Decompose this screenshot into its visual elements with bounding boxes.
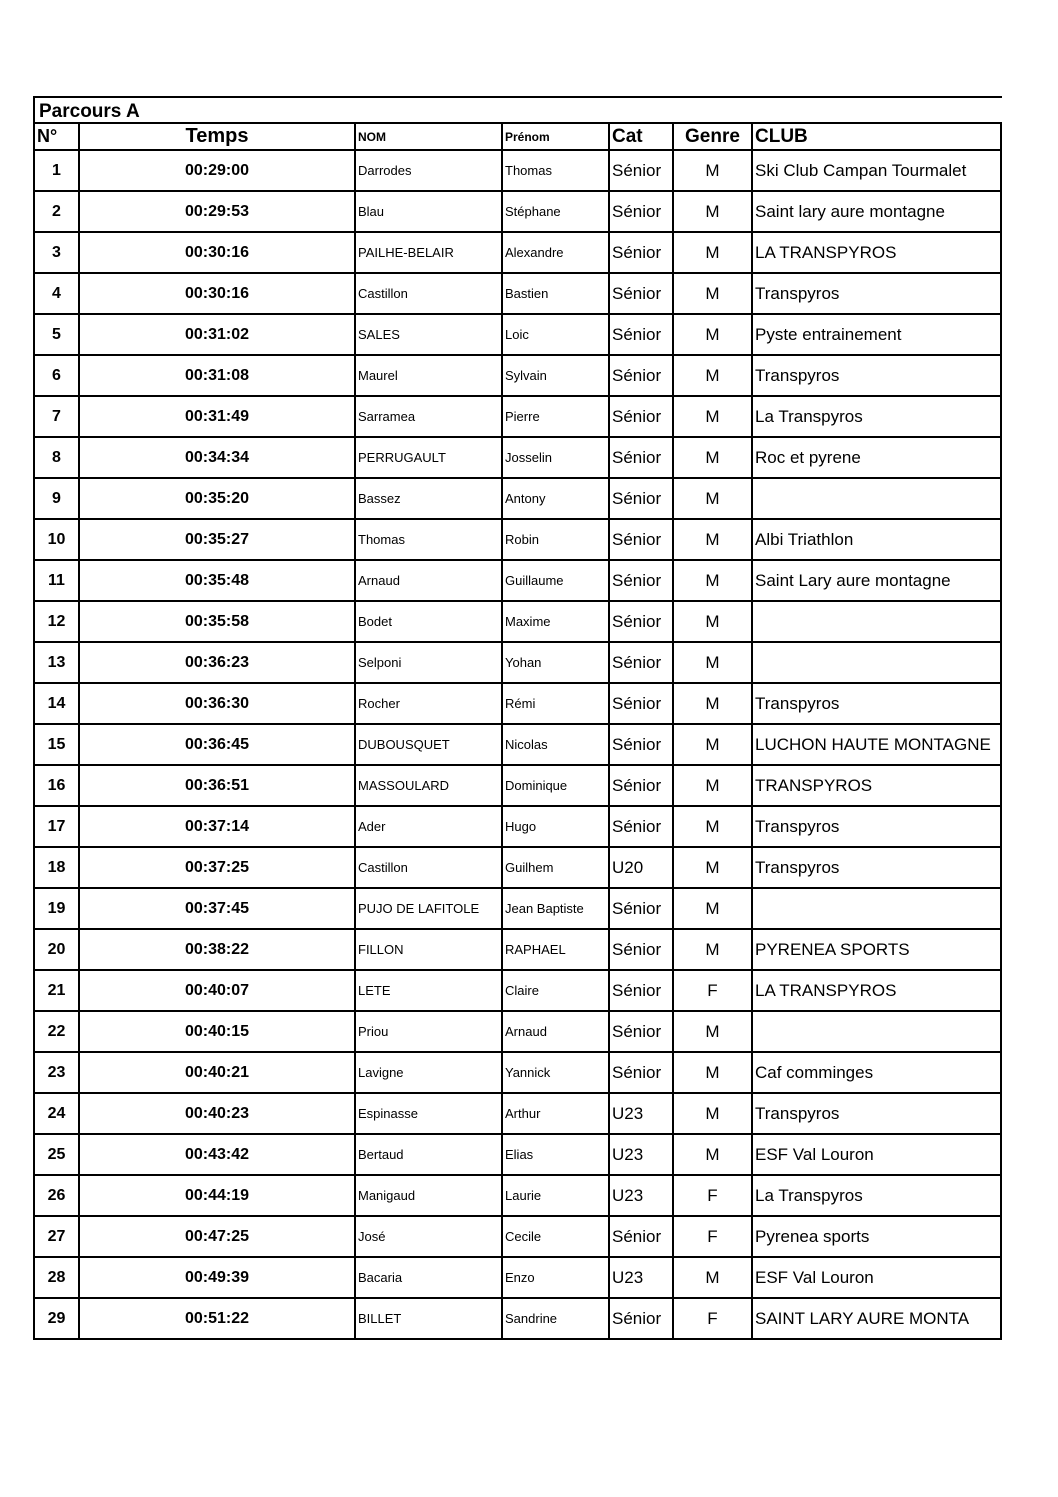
cell-prenom: RAPHAEL — [502, 929, 609, 970]
table-row — [34, 970, 1001, 1011]
table-row — [34, 1093, 1001, 1134]
cell-num: 5 — [34, 314, 79, 355]
header-row — [34, 123, 1001, 150]
cell-genre: M — [673, 1257, 752, 1298]
header-genre: Genre — [673, 123, 752, 150]
cell-club: Ski Club Campan Tourmalet — [752, 150, 1001, 191]
cell-temps: 00:31:49 — [79, 396, 355, 437]
cell-temps: 00:36:23 — [79, 642, 355, 683]
cell-num: 27 — [34, 1216, 79, 1257]
cell-cat: U23 — [609, 1175, 673, 1216]
cell-temps: 00:40:21 — [79, 1052, 355, 1093]
cell-prenom: Sylvain — [502, 355, 609, 396]
cell-genre: M — [673, 437, 752, 478]
cell-genre: M — [673, 683, 752, 724]
cell-cat: Sénior — [609, 1011, 673, 1052]
cell-cat: Sénior — [609, 478, 673, 519]
table-row — [34, 1175, 1001, 1216]
cell-club: PYRENEA SPORTS — [752, 929, 1001, 970]
cell-club — [752, 642, 1001, 683]
cell-cat: Sénior — [609, 1216, 673, 1257]
cell-temps: 00:40:07 — [79, 970, 355, 1011]
cell-club — [752, 478, 1001, 519]
cell-genre: M — [673, 888, 752, 929]
cell-cat: U23 — [609, 1257, 673, 1298]
cell-genre: M — [673, 150, 752, 191]
cell-genre: M — [673, 273, 752, 314]
table-row — [34, 765, 1001, 806]
cell-nom: Priou — [355, 1011, 502, 1052]
cell-temps: 00:31:08 — [79, 355, 355, 396]
cell-num: 11 — [34, 560, 79, 601]
cell-num: 13 — [34, 642, 79, 683]
cell-nom: SALES — [355, 314, 502, 355]
cell-prenom: Nicolas — [502, 724, 609, 765]
cell-nom: Thomas — [355, 519, 502, 560]
cell-num: 1 — [34, 150, 79, 191]
table-row — [34, 724, 1001, 765]
cell-cat: Sénior — [609, 888, 673, 929]
cell-club: Transpyros — [752, 273, 1001, 314]
cell-cat: Sénior — [609, 724, 673, 765]
cell-nom: DUBOUSQUET — [355, 724, 502, 765]
cell-nom: Bodet — [355, 601, 502, 642]
cell-club — [752, 888, 1001, 929]
cell-club: LA TRANSPYROS — [752, 232, 1001, 273]
cell-temps: 00:29:00 — [79, 150, 355, 191]
cell-prenom: Cecile — [502, 1216, 609, 1257]
cell-club: LA TRANSPYROS — [752, 970, 1001, 1011]
table-row — [34, 1216, 1001, 1257]
table-row — [34, 929, 1001, 970]
cell-prenom: Laurie — [502, 1175, 609, 1216]
cell-nom: FILLON — [355, 929, 502, 970]
cell-nom: MASSOULARD — [355, 765, 502, 806]
cell-cat: Sénior — [609, 601, 673, 642]
cell-nom: Manigaud — [355, 1175, 502, 1216]
table-row — [34, 191, 1001, 232]
cell-temps: 00:30:16 — [79, 273, 355, 314]
cell-nom: José — [355, 1216, 502, 1257]
cell-genre: M — [673, 191, 752, 232]
table-row — [34, 437, 1001, 478]
cell-temps: 00:37:14 — [79, 806, 355, 847]
cell-num: 7 — [34, 396, 79, 437]
cell-nom: Lavigne — [355, 1052, 502, 1093]
cell-nom: Bassez — [355, 478, 502, 519]
table-row — [34, 1011, 1001, 1052]
cell-prenom: Arnaud — [502, 1011, 609, 1052]
cell-temps: 00:47:25 — [79, 1216, 355, 1257]
cell-temps: 00:29:53 — [79, 191, 355, 232]
table-row — [34, 232, 1001, 273]
cell-club: ESF Val Louron — [752, 1257, 1001, 1298]
cell-num: 12 — [34, 601, 79, 642]
cell-nom: PUJO DE LAFITOLE — [355, 888, 502, 929]
cell-genre: M — [673, 560, 752, 601]
cell-num: 21 — [34, 970, 79, 1011]
cell-prenom: Bastien — [502, 273, 609, 314]
cell-cat: Sénior — [609, 273, 673, 314]
cell-num: 3 — [34, 232, 79, 273]
cell-club: Saint lary aure montagne — [752, 191, 1001, 232]
cell-num: 18 — [34, 847, 79, 888]
cell-nom: Castillon — [355, 847, 502, 888]
parcours-title: Parcours A — [39, 101, 140, 122]
cell-prenom: Maxime — [502, 601, 609, 642]
cell-genre: M — [673, 478, 752, 519]
cell-num: 22 — [34, 1011, 79, 1052]
cell-nom: Maurel — [355, 355, 502, 396]
cell-temps: 00:35:58 — [79, 601, 355, 642]
cell-genre: M — [673, 642, 752, 683]
cell-genre: M — [673, 519, 752, 560]
cell-cat: Sénior — [609, 519, 673, 560]
cell-prenom: Thomas — [502, 150, 609, 191]
cell-prenom: Guillaume — [502, 560, 609, 601]
results-sheet — [33, 96, 1002, 1340]
table-row — [34, 396, 1001, 437]
cell-num: 10 — [34, 519, 79, 560]
cell-prenom: Elias — [502, 1134, 609, 1175]
cell-prenom: Alexandre — [502, 232, 609, 273]
cell-nom: Castillon — [355, 273, 502, 314]
cell-nom: Sarramea — [355, 396, 502, 437]
results-table — [33, 122, 1002, 1340]
cell-club: Transpyros — [752, 847, 1001, 888]
cell-club: Saint Lary aure montagne — [752, 560, 1001, 601]
cell-genre: M — [673, 396, 752, 437]
table-row — [34, 642, 1001, 683]
cell-club: Transpyros — [752, 683, 1001, 724]
cell-nom: BILLET — [355, 1298, 502, 1339]
cell-cat: Sénior — [609, 396, 673, 437]
cell-num: 2 — [34, 191, 79, 232]
cell-num: 9 — [34, 478, 79, 519]
cell-genre: M — [673, 724, 752, 765]
cell-club: Pyrenea sports — [752, 1216, 1001, 1257]
cell-cat: U23 — [609, 1134, 673, 1175]
table-row — [34, 1257, 1001, 1298]
cell-cat: Sénior — [609, 232, 673, 273]
cell-num: 17 — [34, 806, 79, 847]
header-cat: Cat — [609, 123, 673, 150]
cell-prenom: Josselin — [502, 437, 609, 478]
cell-temps: 00:40:23 — [79, 1093, 355, 1134]
cell-nom: Selponi — [355, 642, 502, 683]
cell-club — [752, 601, 1001, 642]
cell-prenom: Jean Baptiste — [502, 888, 609, 929]
cell-temps: 00:40:15 — [79, 1011, 355, 1052]
cell-prenom: Loic — [502, 314, 609, 355]
cell-cat: Sénior — [609, 191, 673, 232]
cell-club: Transpyros — [752, 806, 1001, 847]
cell-cat: Sénior — [609, 437, 673, 478]
cell-prenom: Pierre — [502, 396, 609, 437]
cell-nom: Arnaud — [355, 560, 502, 601]
cell-club: SAINT LARY AURE MONTA — [752, 1298, 1001, 1339]
cell-nom: LETE — [355, 970, 502, 1011]
table-row — [34, 806, 1001, 847]
cell-prenom: Arthur — [502, 1093, 609, 1134]
header-club: CLUB — [752, 123, 1001, 150]
cell-genre: M — [673, 929, 752, 970]
cell-temps: 00:44:19 — [79, 1175, 355, 1216]
cell-num: 20 — [34, 929, 79, 970]
cell-cat: Sénior — [609, 1298, 673, 1339]
table-row — [34, 355, 1001, 396]
parcours-title-row — [33, 96, 1002, 122]
cell-prenom: Enzo — [502, 1257, 609, 1298]
cell-temps: 00:38:22 — [79, 929, 355, 970]
cell-nom: PERRUGAULT — [355, 437, 502, 478]
cell-prenom: Rémi — [502, 683, 609, 724]
cell-cat: Sénior — [609, 150, 673, 191]
cell-prenom: Antony — [502, 478, 609, 519]
cell-nom: Blau — [355, 191, 502, 232]
cell-temps: 00:36:51 — [79, 765, 355, 806]
cell-temps: 00:37:25 — [79, 847, 355, 888]
cell-genre: M — [673, 806, 752, 847]
results-body — [34, 150, 1001, 1339]
cell-club: La Transpyros — [752, 1175, 1001, 1216]
cell-genre: F — [673, 970, 752, 1011]
cell-genre: F — [673, 1216, 752, 1257]
cell-num: 16 — [34, 765, 79, 806]
table-row — [34, 888, 1001, 929]
cell-temps: 00:37:45 — [79, 888, 355, 929]
cell-num: 28 — [34, 1257, 79, 1298]
cell-genre: M — [673, 355, 752, 396]
cell-genre: M — [673, 1011, 752, 1052]
cell-nom: Rocher — [355, 683, 502, 724]
cell-nom: PAILHE-BELAIR — [355, 232, 502, 273]
cell-club: Albi Triathlon — [752, 519, 1001, 560]
table-row — [34, 1052, 1001, 1093]
cell-cat: Sénior — [609, 1052, 673, 1093]
cell-prenom: Hugo — [502, 806, 609, 847]
cell-prenom: Yannick — [502, 1052, 609, 1093]
cell-club: La Transpyros — [752, 396, 1001, 437]
cell-prenom: Guilhem — [502, 847, 609, 888]
cell-num: 29 — [34, 1298, 79, 1339]
cell-nom: Darrodes — [355, 150, 502, 191]
header-prenom: Prénom — [502, 123, 609, 150]
cell-cat: Sénior — [609, 806, 673, 847]
cell-num: 25 — [34, 1134, 79, 1175]
cell-num: 8 — [34, 437, 79, 478]
cell-cat: Sénior — [609, 560, 673, 601]
cell-num: 24 — [34, 1093, 79, 1134]
cell-temps: 00:36:45 — [79, 724, 355, 765]
cell-temps: 00:35:20 — [79, 478, 355, 519]
cell-temps: 00:51:22 — [79, 1298, 355, 1339]
cell-nom: Bacaria — [355, 1257, 502, 1298]
cell-genre: M — [673, 601, 752, 642]
cell-club: Transpyros — [752, 1093, 1001, 1134]
cell-club: Caf comminges — [752, 1052, 1001, 1093]
table-row — [34, 273, 1001, 314]
cell-genre: M — [673, 765, 752, 806]
cell-club: TRANSPYROS — [752, 765, 1001, 806]
cell-temps: 00:43:42 — [79, 1134, 355, 1175]
header-temps: Temps — [79, 123, 355, 150]
cell-temps: 00:35:27 — [79, 519, 355, 560]
cell-cat: Sénior — [609, 970, 673, 1011]
cell-num: 4 — [34, 273, 79, 314]
cell-prenom: Claire — [502, 970, 609, 1011]
table-row — [34, 601, 1001, 642]
cell-genre: M — [673, 1093, 752, 1134]
cell-club: Transpyros — [752, 355, 1001, 396]
cell-prenom: Yohan — [502, 642, 609, 683]
cell-genre: M — [673, 847, 752, 888]
cell-cat: Sénior — [609, 642, 673, 683]
table-row — [34, 519, 1001, 560]
cell-club: Pyste entrainement — [752, 314, 1001, 355]
cell-temps: 00:49:39 — [79, 1257, 355, 1298]
cell-nom: Bertaud — [355, 1134, 502, 1175]
table-row — [34, 1134, 1001, 1175]
cell-temps: 00:36:30 — [79, 683, 355, 724]
cell-prenom: Stéphane — [502, 191, 609, 232]
cell-genre: F — [673, 1298, 752, 1339]
table-row — [34, 560, 1001, 601]
cell-club: LUCHON HAUTE MONTAGNE — [752, 724, 1001, 765]
header-num: N° — [34, 123, 79, 150]
cell-cat: Sénior — [609, 683, 673, 724]
cell-genre: F — [673, 1175, 752, 1216]
cell-prenom: Sandrine — [502, 1298, 609, 1339]
cell-genre: M — [673, 1052, 752, 1093]
cell-nom: Ader — [355, 806, 502, 847]
header-nom: NOM — [355, 123, 502, 150]
table-row — [34, 150, 1001, 191]
cell-cat: Sénior — [609, 355, 673, 396]
cell-num: 19 — [34, 888, 79, 929]
table-row — [34, 314, 1001, 355]
cell-cat: Sénior — [609, 314, 673, 355]
cell-club: ESF Val Louron — [752, 1134, 1001, 1175]
cell-genre: M — [673, 232, 752, 273]
cell-prenom: Dominique — [502, 765, 609, 806]
cell-cat: Sénior — [609, 765, 673, 806]
cell-temps: 00:35:48 — [79, 560, 355, 601]
cell-num: 23 — [34, 1052, 79, 1093]
cell-club — [752, 1011, 1001, 1052]
cell-prenom: Robin — [502, 519, 609, 560]
cell-num: 14 — [34, 683, 79, 724]
cell-num: 15 — [34, 724, 79, 765]
table-row — [34, 847, 1001, 888]
cell-genre: M — [673, 1134, 752, 1175]
cell-cat: U20 — [609, 847, 673, 888]
cell-cat: Sénior — [609, 929, 673, 970]
cell-temps: 00:30:16 — [79, 232, 355, 273]
table-row — [34, 478, 1001, 519]
cell-club: Roc et pyrene — [752, 437, 1001, 478]
cell-num: 6 — [34, 355, 79, 396]
cell-nom: Espinasse — [355, 1093, 502, 1134]
cell-num: 26 — [34, 1175, 79, 1216]
table-row — [34, 1298, 1001, 1339]
cell-temps: 00:34:34 — [79, 437, 355, 478]
cell-cat: U23 — [609, 1093, 673, 1134]
cell-genre: M — [673, 314, 752, 355]
table-row — [34, 683, 1001, 724]
cell-temps: 00:31:02 — [79, 314, 355, 355]
